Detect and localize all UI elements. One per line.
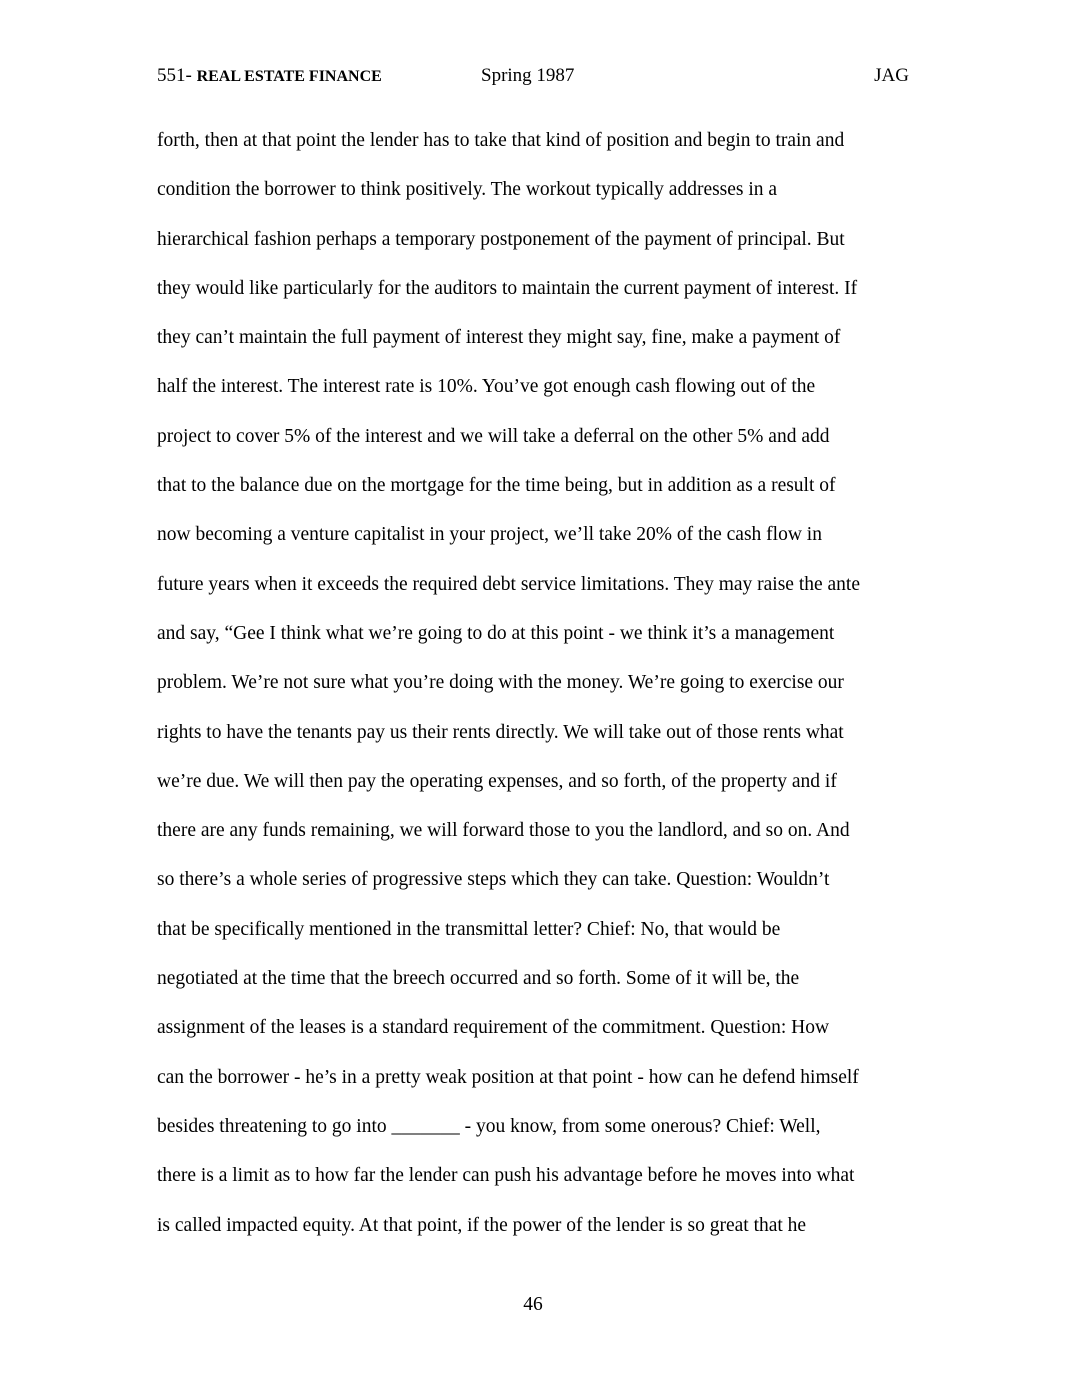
text-line: and say, “Gee I think what we’re going to do at this point - we think it’s a management (157, 622, 835, 644)
text-line: is called impacted equity. At that point, if the power of the lender is so great that he (157, 1214, 807, 1236)
text-line: they would like particularly for the auditors to maintain the current payment of interest. If (157, 277, 858, 299)
text-line: project to cover 5% of the interest and we will take a deferral on the other 5% and add (157, 425, 830, 447)
text-line: future years when it exceeds the required debt service limitations. They may raise the ante (157, 573, 860, 595)
course-number: 551- (157, 65, 197, 86)
text-line: we’re due. We will then pay the operating expenses, and so forth, of the property and if (157, 770, 837, 792)
page-number: 46 (523, 1294, 543, 1315)
text-line: they can’t maintain the full payment of interest they might say, fine, make a payment of (157, 327, 841, 349)
text-line: assignment of the leases is a standard requirement of the commitment. Question: How (157, 1017, 830, 1039)
text-line: there is a limit as to how far the lender can push his advantage before he moves into what (157, 1165, 855, 1187)
text-line: rights to have the tenants pay us their rents directly. We will take out of those rents what (157, 721, 844, 743)
text-line: that to the balance due on the mortgage for the time being, but in addition as a result of (157, 475, 836, 497)
text-line: hierarchical fashion perhaps a temporary postponement of the payment of principal. But (157, 228, 845, 250)
running-header (157, 64, 909, 88)
text-line: so there’s a whole series of progressive steps which they can take. Question: Wouldn’t (157, 869, 830, 891)
term-label: Spring 1987 (481, 65, 575, 86)
text-line: negotiated at the time that the breech occurred and so forth. Some of it will be, the (157, 968, 800, 990)
text-line: besides threatening to go into _______ - you know, from some onerous? Chief: Well, (157, 1115, 821, 1137)
text-line: half the interest. The interest rate is 10%. You’ve got enough cash flowing out of the (157, 376, 816, 398)
text-line: there are any funds remaining, we will forward those to you the landlord, and so on. And (157, 820, 850, 842)
text-line: can the borrower - he’s in a pretty weak position at that point - how can he defend himself (157, 1066, 859, 1088)
text-line: problem. We’re not sure what you’re doing with the money. We’re going to exercise our (157, 672, 844, 694)
text-line: forth, then at that point the lender has to take that kind of position and begin to train and (157, 130, 845, 151)
course-title: REAL ESTATE FINANCE (196, 68, 382, 85)
transcript-body (157, 116, 917, 1250)
text-line: now becoming a venture capitalist in your project, we’ll take 20% of the cash flow in (157, 524, 822, 546)
author-initials: JAG (874, 65, 909, 86)
text-line: that be specifically mentioned in the transmittal letter? Chief: No, that would be (157, 918, 781, 940)
course-label (157, 64, 382, 89)
text-line: condition the borrower to think positively. The workout typically addresses in a (157, 179, 778, 201)
